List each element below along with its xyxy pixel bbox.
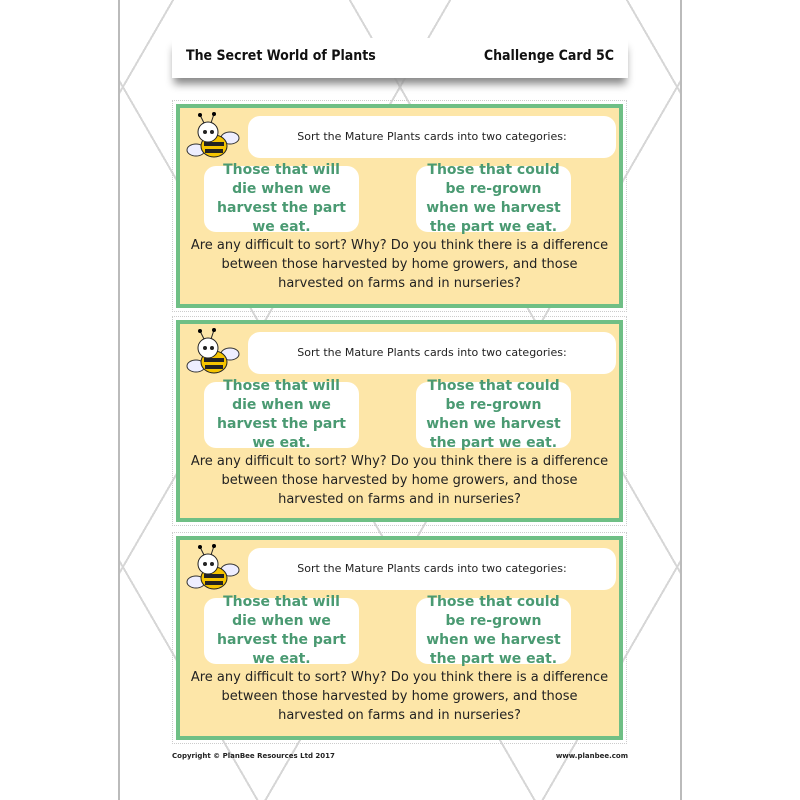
instruction-bubble [248,548,616,590]
category-box-regrow [416,594,571,667]
category-box-die [204,378,359,451]
bee-icon [184,112,240,162]
bee-icon [184,328,240,378]
instruction-text: Sort the Mature Plants cards into two categories: [297,346,567,359]
instruction-text: Sort the Mature Plants cards into two categories: [297,130,567,143]
discussion-question: Are any difficult to sort? Why? Do you think there is a difference between those harvested by home growers, and those harvested on farms and in nurseries? [190,670,609,723]
discussion-question: Are any difficult to sort? Why? Do you think there is a difference between those harvested by home growers, and those harvested on farms and in nurseries? [190,238,609,291]
card-number: Challenge Card 5C [483,48,614,64]
category-label: Those that will die when we harvest the part we eat. [217,378,346,451]
category-box-regrow [416,162,571,235]
category-label: Those that could be re-grown when we harvest the part we eat. [426,378,561,451]
copyright-text: Copyright © PlanBee Resources Ltd 2017 [172,752,335,760]
category-label: Those that could be re-grown when we harvest the part we eat. [426,162,561,235]
category-box-regrow [416,378,571,451]
challenge-card [176,320,623,522]
worksheet-header [172,38,628,78]
instruction-bubble [248,332,616,374]
category-label: Those that will die when we harvest the part we eat. [217,594,346,667]
website-text: www.planbee.com [555,752,628,760]
instruction-text: Sort the Mature Plants cards into two categories: [297,562,567,575]
discussion-question: Are any difficult to sort? Why? Do you think there is a difference between those harvested by home growers, and those harvested on farms and in nurseries? [190,454,609,507]
bee-icon [184,544,240,594]
category-box-die [204,594,359,667]
challenge-card [176,536,623,740]
instruction-bubble [248,116,616,158]
category-label: Those that could be re-grown when we harvest the part we eat. [426,594,561,667]
worksheet-title: The Secret World of Plants [186,48,376,64]
category-box-die [204,162,359,235]
challenge-card [176,104,623,308]
category-label: Those that will die when we harvest the part we eat. [217,162,346,235]
